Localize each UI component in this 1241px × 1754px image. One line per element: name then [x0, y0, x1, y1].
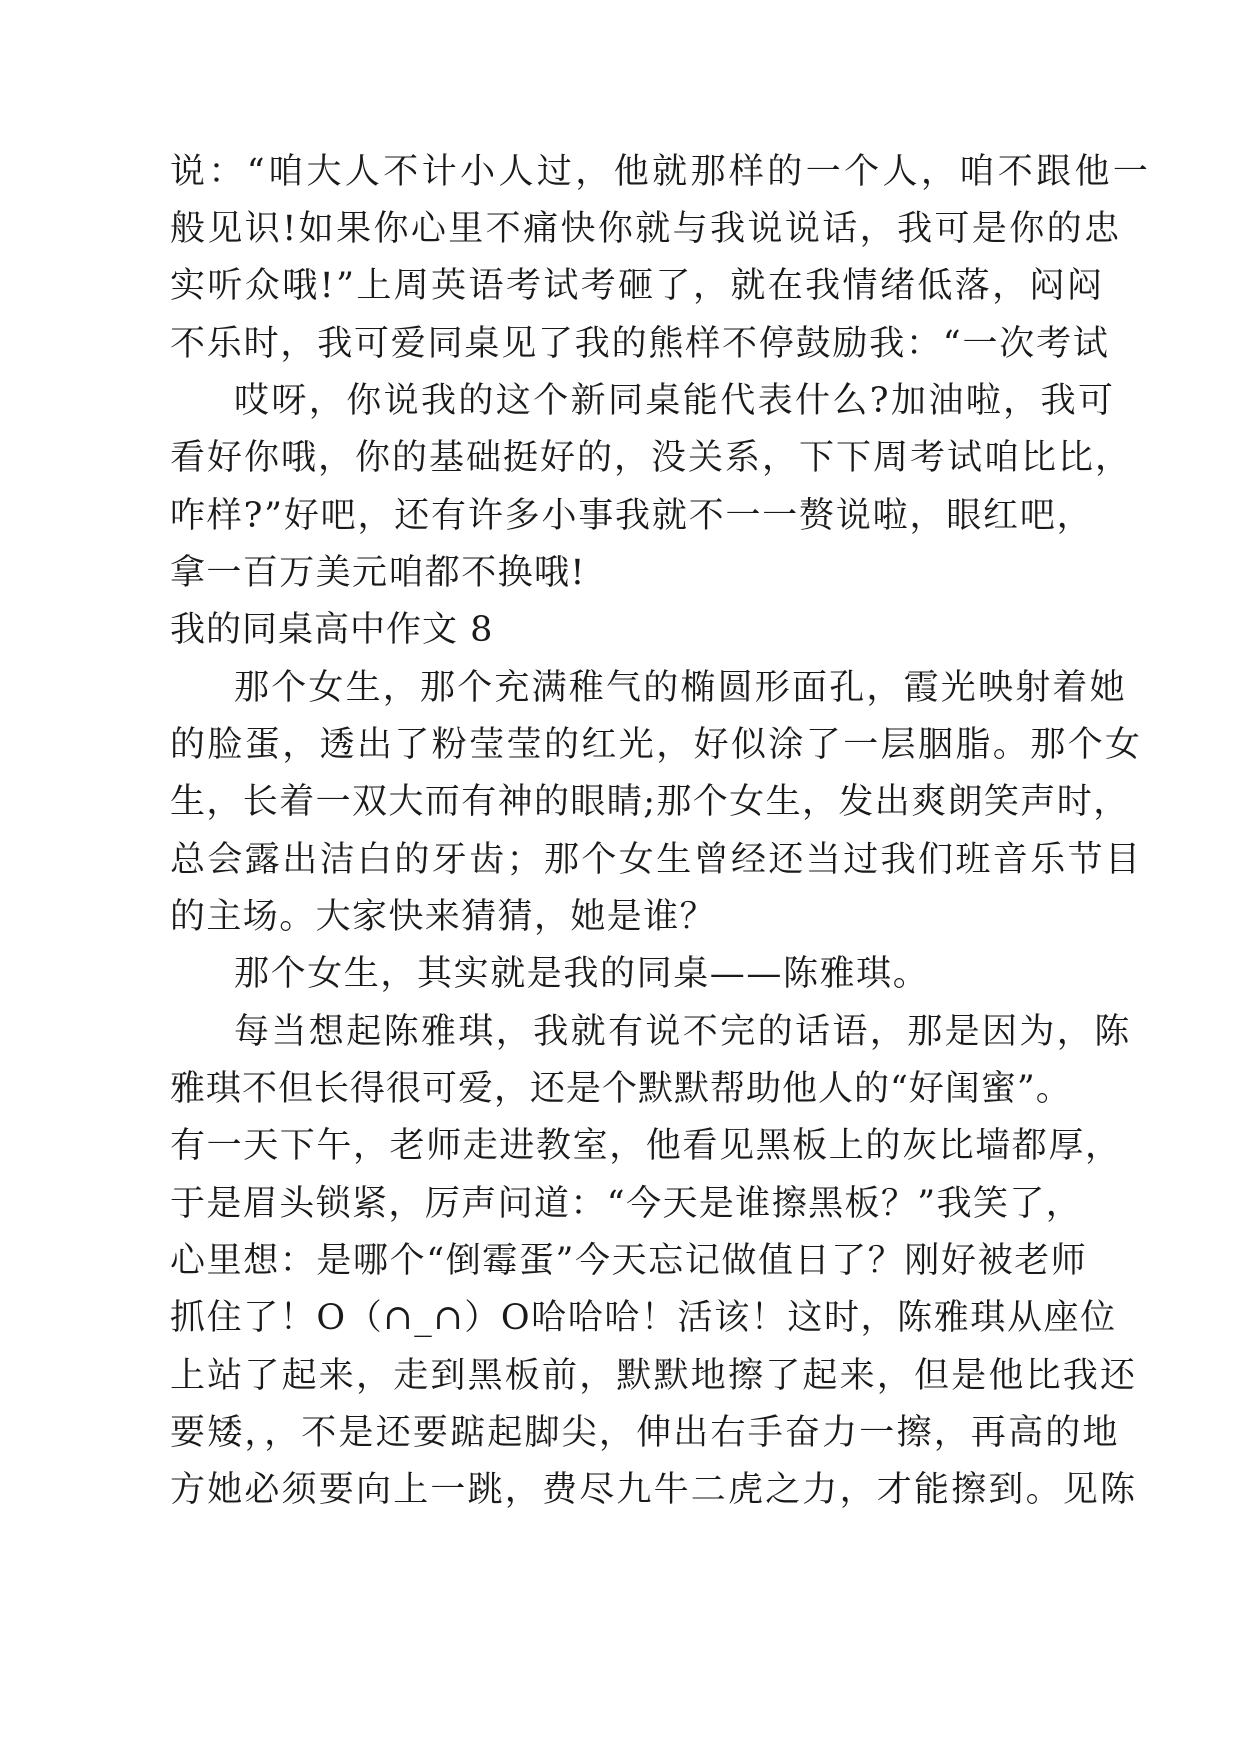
paragraph-first-line: 哎呀，你说我的这个新同桌能代表什么?加油啦，我可: [234, 381, 1116, 421]
text-line: 拿一百万美元咱都不换哦!: [170, 553, 586, 593]
text-line: 雅琪不但长得很可爱，还是个默默帮助他人的“好闺蜜”。: [170, 1069, 1072, 1109]
section-heading: 我的同桌高中作文 8: [170, 610, 494, 650]
text-line: 要矮，，不是还要踮起脚尖，伸出右手奋力一擦，再高的地: [170, 1413, 1120, 1453]
text-line: 总会露出洁白的牙齿；那个女生曾经还当过我们班音乐节目: [170, 840, 1143, 880]
text-line: 有一天下午，老师走进教室，他看见黑板上的灰比墙都厚，: [170, 1126, 1122, 1166]
text-line: 上站了起来，走到黑板前，默默地擦了起来，但是他比我还: [170, 1356, 1138, 1396]
text-line: 看好你哦，你的基础挺好的，没关系，下下周考试咱比比，: [170, 438, 1133, 478]
text-line: 说：“咱大人不计小人过，他就那样的一个人，咱不跟他一: [170, 152, 1152, 192]
paragraph-first-line: 那个女生，那个充满稚气的椭圆形面孔，霞光映射着她: [234, 668, 1127, 708]
text-line: 心里想：是哪个“倒霉蛋”今天忘记做值日了？刚好被老师: [170, 1241, 1088, 1281]
text-line: 方她必须要向上一跳，费尽九牛二虎之力，才能擦到。见陈: [170, 1470, 1138, 1510]
text-line: 的脸蛋，透出了粉莹莹的红光，好似涂了一层胭脂。那个女: [170, 725, 1143, 765]
text-line: 不乐时，我可爱同桌见了我的熊样不停鼓励我：“一次考试: [170, 324, 1110, 364]
text-line: 于是眉头锁紧，厉声问道：“今天是谁擦黑板？”我笑了，: [170, 1184, 1083, 1224]
paragraph-first-line: 每当想起陈雅琪，我就有说不完的话语，那是因为，陈: [234, 1012, 1132, 1052]
paragraph-first-line: 那个女生，其实就是我的同桌——陈雅琪。: [234, 954, 930, 994]
text-line: 咋样?”好吧，还有许多小事我就不一一赘说啦，眼红吧，: [170, 496, 1094, 536]
text-line: 般见识!如果你心里不痛快你就与我说说话，我可是你的忠: [170, 209, 1122, 249]
text-line: 的主场。大家快来猜猜，她是谁？: [170, 897, 717, 937]
text-line: 生，长着一双大而有神的眼睛;那个女生，发出爽朗笑声时，: [170, 782, 1130, 822]
text-line: 抓住了！O（∩_∩）O哈哈哈！活该！这时，陈雅琪从座位: [170, 1298, 1117, 1338]
text-line: 实听众哦!”上周英语考试考砸了，就在我情绪低落，闷闷: [170, 266, 1105, 306]
